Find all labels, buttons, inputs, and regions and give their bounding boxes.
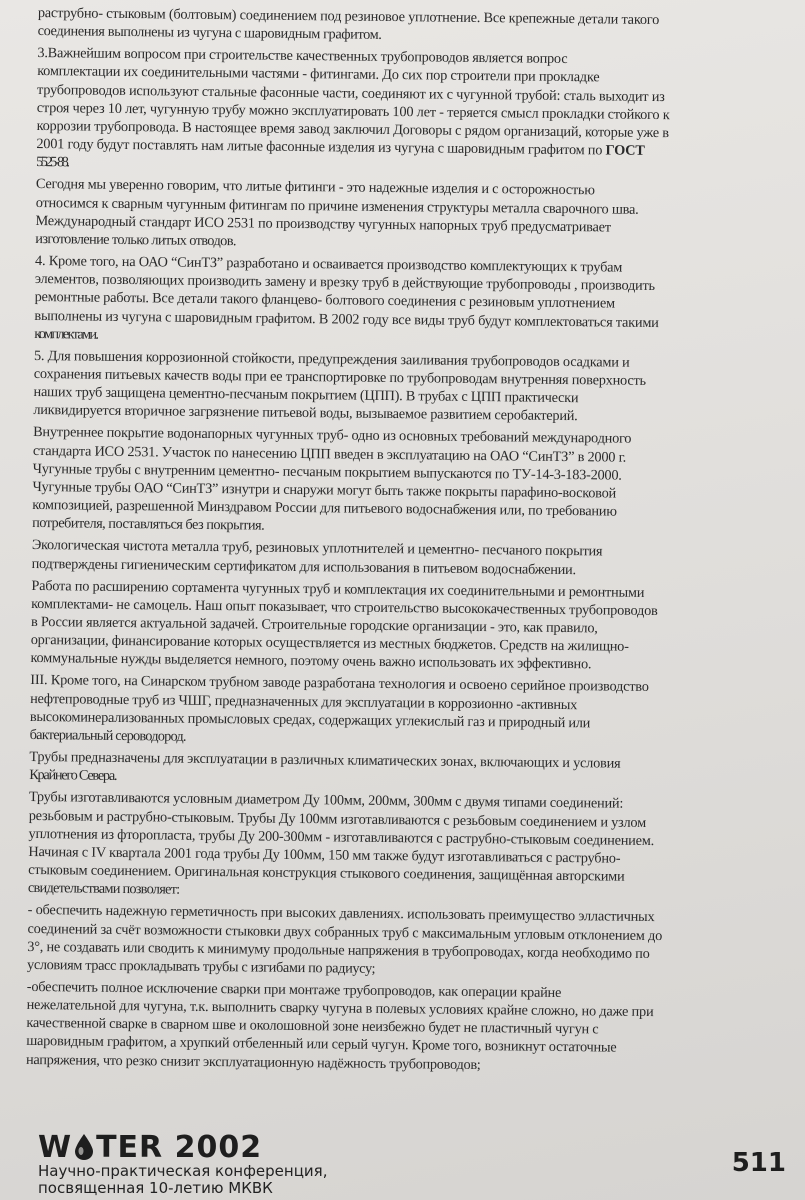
text-line: шаровидным графитом, а хрупкий отбеленный или серый чугун. Кроме того, возникнут остаточные	[26, 1033, 617, 1057]
text-line: Начиная с IV квартала 2001 года трубы Ду 100мм, 150 мм также будут изготавливаться с раструбно-	[28, 843, 621, 867]
document-page	[25, 4, 790, 1124]
text-line: элементов, позволяющих производить замену и врезку труб в действующие трубопроводы , производить	[34, 271, 655, 295]
text-line: высокоминерализованных промысловых средах, содержащих углекислый газ и природный или	[29, 708, 591, 732]
text-line: напряжения, что резко снизит эксплуатационную надёжность трубопроводов;	[25, 1051, 481, 1073]
text-line: свидетельствами позволяет:	[27, 880, 180, 898]
text-line: III. Кроме того, на Синарском трубном заводе разработана технология и освоено серийное производство	[30, 672, 649, 696]
text-line: Чугунные трубы ОАО “СинТЗ” изнутри и снаружи могут быть также покрыты парафино-восковой	[32, 478, 617, 502]
text-line: ликвидируется вторичное загрязнение питьевой воды, вызываемое развитием серобактерий.	[33, 402, 578, 425]
text-line: резьбовым и раструбно-стыковым. Трубы Ду 100мм изготавливаются с резьбовым соединением и узлом	[28, 807, 647, 831]
text-line: - обеспечить надежную герметичность при высоких давлениях. использовать преимущество элластичных	[27, 902, 655, 926]
text-line: 3.Важнейшим вопросом при строительстве качественных трубопроводов является вопрос	[37, 45, 568, 68]
text-line: качественной сварке в сварном шве и околошовной зоне неизбежно будет не пластичный чугун с	[26, 1015, 599, 1038]
text-line: строя через 10 лет, чугунную трубу можно эксплуатировать 100 лет - теряется смысл прокладки стойкого к	[36, 99, 670, 123]
water-2002-logo	[38, 1130, 262, 1164]
page-footer	[38, 1130, 790, 1196]
logo-text: TER 2002	[96, 1129, 263, 1165]
text-line: нефтепроводные труб из ЧШГ, предназначенных для эксплуатации в коррозионно -активных	[30, 690, 578, 713]
text-line: нежелательной для чугуна, т.к. выполнить сварку чугуна в полевых условиях крайне сложно, но даже при	[26, 997, 654, 1021]
paragraph	[30, 577, 783, 676]
conference-title-line2: посвященная 10-летию МКВК	[38, 1179, 273, 1197]
text-line: Работа по расширению сортамента чугунных труб и комплектация их соединительными и ремонтными	[31, 577, 645, 601]
text-line: изготовление только литых отводов.	[35, 230, 236, 250]
text-line: соединения выполнены из чугуна с шаровидным графитом.	[37, 23, 382, 44]
text-line: сохранения питьевых качеств воды при ее транспортировке по трубопроводам внутренняя поверхность	[33, 365, 646, 389]
text-line: стандарта ИСО 2531. Участок по нанесению ЦПП введен в эксплуатацию на ОАО “СинТЗ” в 2000 г.	[32, 442, 627, 466]
text-line: 2001 году будут поставлять нам литые фасонные изделия из чугуна с шаровидным графитом по ГОСТ	[36, 136, 645, 159]
text-line: 3°, не создавать или сводить к минимуму продольные напряжения в трубопроводах, когда необходимо по	[27, 938, 650, 962]
text-line: ремонтные работы. Все детали такого фланцево- болтового соединения с резиновым уплотнением	[34, 289, 615, 312]
text-line: подтверждены гигиеническим сертификатом для использования в питьевом водоснабжении.	[31, 555, 576, 578]
text-line: 5. Для повышения коррозионной стойкости, предупреждения заиливания трубопроводов осадками и	[33, 347, 630, 371]
text-line: 4. Кроме того, на ОАО “СинТЗ” разработано и осваивается производство комплектующих к трубам	[34, 253, 623, 276]
text-line: в России является актуальной задачей. Строительные городские организации - это, как правило,	[30, 613, 598, 637]
text-line: коммунальные нужды выделяется немного, поэтому очень важно использовать их эффективно.	[30, 650, 592, 673]
text-line: бактериальный сероводород.	[29, 726, 186, 745]
text-line: раструбно- стыковым (болтовым) соединением под резиновое уплотнение. Все крепежные детали такого	[37, 4, 660, 29]
text-line: комплектами.	[34, 325, 98, 343]
text-line: Трубы изготавливаются условным диаметром Ду 100мм, 200мм, 300мм с двумя типами соединений:	[28, 789, 624, 813]
paragraph	[32, 536, 784, 581]
paragraph	[38, 4, 790, 49]
gost-label: ГОСТ	[605, 142, 645, 159]
text-line: коррозии трубопровода. В настоящее время завод заключил Договоры с рядом организаций, которые уже в	[36, 117, 669, 142]
paragraph	[32, 423, 785, 540]
text-line: трубопроводов используют стальные фасонные части, соединяют их с чугунной трубой: сталь выходит из	[36, 81, 665, 105]
text-line: Международный стандарт ИСО 2531 по производству чугунных напорных труб предусматривает	[35, 212, 611, 236]
text-line: Трубы предназначены для эксплуатации в различных климатических зонах, включающих и условия	[29, 749, 621, 772]
logo-letter-w: W	[38, 1129, 73, 1165]
text-line: выполнены из чугуна с шаровидным графитом. В 2002 году все виды труб будут комплектоваться такими	[34, 307, 659, 331]
text-line: Чугунные трубы с внутренним цементно- песчаным покрытием выпускаются по ТУ-14-3-183-2000.	[32, 460, 622, 484]
paragraph	[36, 44, 789, 180]
page-number: 511	[731, 1148, 786, 1178]
text-line: относимся к сварным чугунным фитингам по причине изменения структуры металла сварочного шва.	[35, 194, 639, 218]
text-line: комплектации их соединительными частями - фитингами. До сих пор строители при прокладке	[37, 63, 600, 86]
text-line: организации, финансирование которых осуществляется из местных бюджетов. Средств на жилищно-	[30, 632, 629, 655]
paragraph	[27, 901, 780, 982]
text-line: стыковым соединением. Оригинальная конструкция стыкового соединения, защищённая авторскими	[28, 861, 625, 885]
conference-title-line1: Научно-практическая конференция,	[38, 1162, 328, 1180]
text-line: Экологическая чистота металла труб, резиновых уплотнителей и цементно- песчаного покрытия	[31, 537, 603, 560]
text-line: наших труб защищена цементно-песчаным покрытием (ЦПП). В трубах с ЦПП практически	[33, 384, 579, 407]
body-text	[26, 4, 790, 1077]
text-line: комплектами- не самоцель. Наш опыт показывает, что строительство высококачественных трубопроводов	[31, 595, 658, 619]
text-line: 5525-88.	[36, 154, 68, 171]
text-line: -обеспечить полное исключение сварки при монтаже трубопроводов, как операции крайне	[26, 978, 562, 1001]
text-line: композицией, разрешенной Минздравом России для питьевого водоснабжения или, по требованию	[32, 497, 617, 520]
paragraph	[26, 978, 779, 1077]
text-line: Крайнего Севера.	[29, 767, 117, 785]
text-line: соединений за счёт возможности стыковки двух собранных труб с максимальным угловым отклонением до	[27, 920, 663, 944]
paragraph	[29, 748, 781, 793]
paragraph	[34, 252, 787, 351]
paragraph	[30, 671, 783, 752]
paragraph	[28, 788, 781, 905]
text-line: уплотнения из фторопласта, трубы Ду 200-300мм - изготавливаются с раструбно-стыковым соединением.	[28, 825, 655, 849]
water-drop-icon	[73, 1133, 95, 1161]
paragraph	[35, 175, 788, 256]
text-line: Сегодня мы уверенно говорим, что литые фитинги - это надежные изделия и с осторожностью	[35, 176, 595, 199]
text-line: условиям трасс прокладывать трубы с изгибами по радиусу;	[27, 956, 376, 977]
text-line: Внутреннее покрытие водонапорных чугунных труб- одно из основных требований международного	[33, 424, 632, 448]
text-line: потребителя, поставляться без покрытия.	[32, 515, 265, 534]
paragraph	[33, 347, 786, 428]
